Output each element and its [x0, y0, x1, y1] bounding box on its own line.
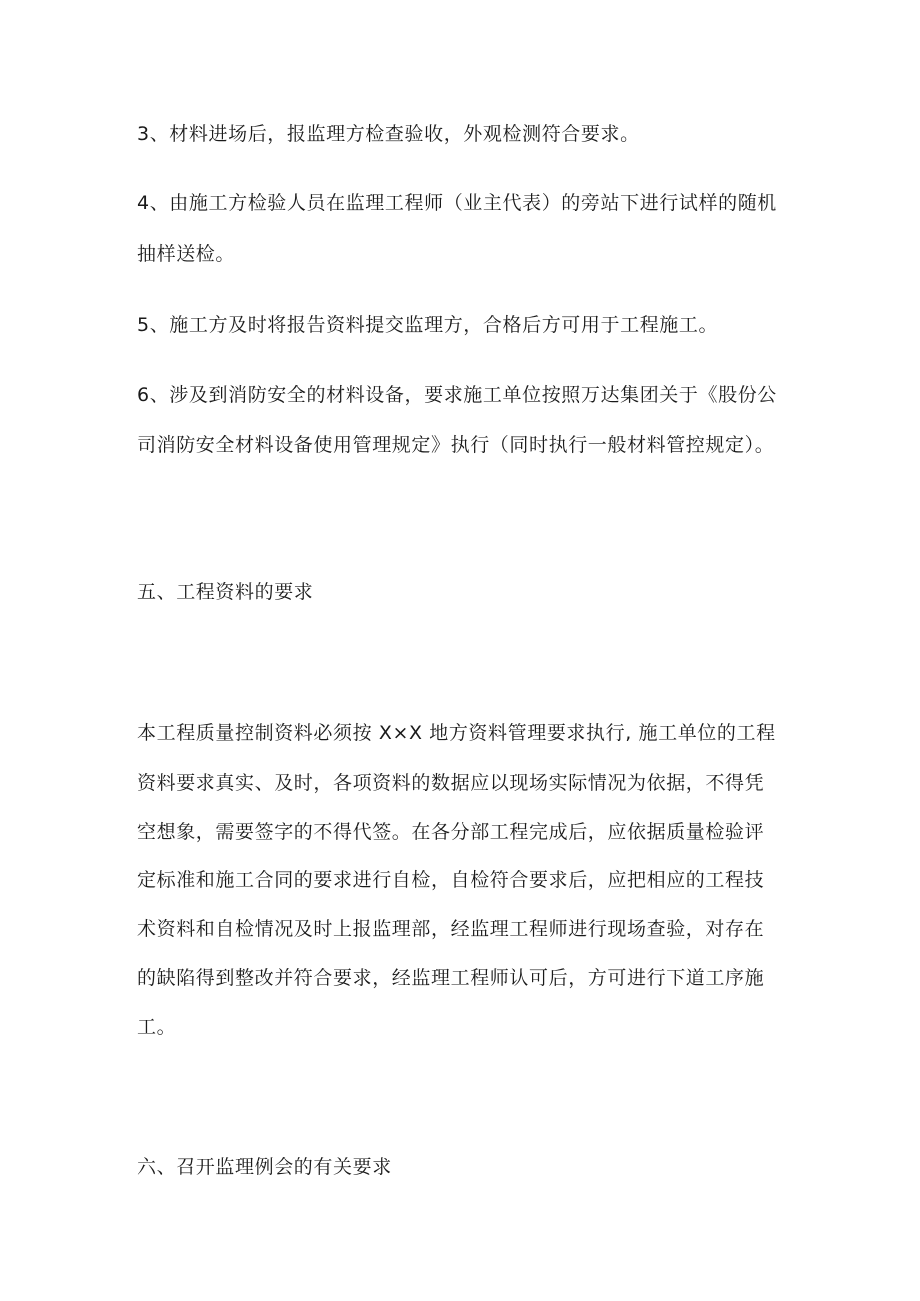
section-6-heading: 六、召开监理例会的有关要求	[137, 1156, 392, 1178]
item-5-line-1: 5、施工方及时将报告资料提交监理方，合格后方可用于工程施工。	[137, 314, 719, 336]
item-4-line-1: 4、由施工方检验人员在监理工程师（业主代表）的旁站下进行试样的随机	[137, 192, 777, 214]
item-3-line-1: 3、材料进场后，报监理方检查验收，外观检测符合要求。	[137, 123, 640, 145]
section-5-paragraph-line-5: 术资料和自检情况及时上报监理部，经监理工程师进行现场查验，对存在	[137, 918, 765, 940]
section-5-paragraph-line-3: 空想象，需要签字的不得代签。在各分部工程完成后，应依据质量检验评	[137, 821, 765, 843]
section-5-paragraph-line-7: 工。	[137, 1016, 177, 1038]
item-6-line-2: 司消防安全材料设备使用管理规定》执行（同时执行一般材料管控规定）。	[137, 434, 775, 456]
section-5-heading: 五、工程资料的要求	[137, 581, 314, 603]
item-6-line-1: 6、涉及到消防安全的材料设备，要求施工单位按照万达集团关于《股份公	[137, 384, 777, 406]
section-5-paragraph-line-4: 定标准和施工合同的要求进行自检，自检符合要求后，应把相应的工程技	[137, 869, 765, 891]
section-5-paragraph-line-6: 的缺陷得到整改并符合要求，经监理工程师认可后，方可进行下道工序施	[137, 967, 765, 989]
item-4-line-2: 抽样送检。	[137, 243, 236, 265]
section-5-paragraph-line-1: 本工程质量控制资料必须按 X×X 地方资料管理要求执行, 施工单位的工程	[137, 722, 776, 744]
section-5-paragraph-line-2: 资料要求真实、及时，各项资料的数据应以现场实际情况为依据，不得凭	[137, 772, 765, 794]
